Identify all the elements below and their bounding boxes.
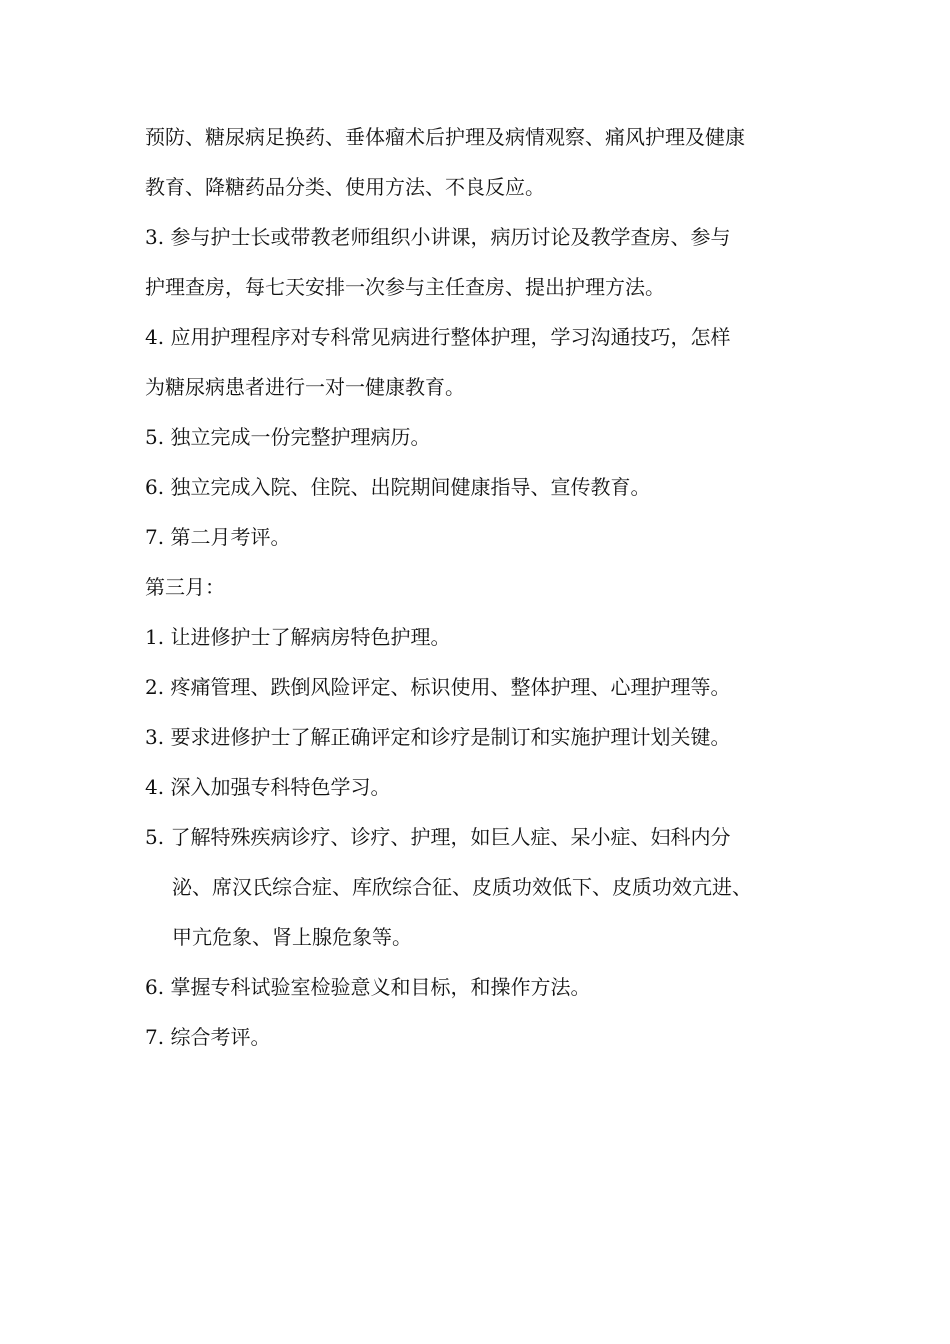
text-line: 为糖尿病患者进行一对一健康教育。 (145, 375, 465, 399)
text-line: 护理查房，每七天安排一次参与主任查房、提出护理方法。 (145, 275, 665, 299)
text-line: 教育、降糖药品分类、使用方法、不良反应。 (145, 175, 545, 199)
text-line: 4. 深入加强专科特色学习。 (145, 775, 391, 799)
text-line: 6. 独立完成入院、住院、出院期间健康指导、宣传教育。 (145, 475, 651, 499)
document-body (145, 112, 825, 1062)
text-line: 7. 第二月考评。 (145, 525, 291, 549)
text-line: 5. 了解特殊疾病诊疗、诊疗、护理，如巨人症、呆小症、妇科内分 (145, 825, 731, 849)
text-line: 7. 综合考评。 (145, 1025, 271, 1049)
text-line: 1. 让进修护士了解病房特色护理。 (145, 625, 451, 649)
text-line: 5. 独立完成一份完整护理病历。 (145, 425, 431, 449)
text-line: 6. 掌握专科试验室检验意义和目标，和操作方法。 (145, 975, 591, 999)
text-line: 4. 应用护理程序对专科常见病进行整体护理，学习沟通技巧，怎样 (145, 325, 731, 349)
section-heading: 第三月： (145, 575, 225, 599)
text-line: 甲亢危象、肾上腺危象等。 (172, 925, 412, 949)
text-line: 2. 疼痛管理、跌倒风险评定、标识使用、整体护理、心理护理等。 (145, 675, 731, 699)
text-line: 3. 参与护士长或带教老师组织小讲课，病历讨论及教学查房、参与 (145, 225, 731, 249)
text-line: 泌、席汉氏综合症、库欣综合征、皮质功效低下、皮质功效亢进、 (172, 875, 752, 899)
text-line: 3. 要求进修护士了解正确评定和诊疗是制订和实施护理计划关键。 (145, 725, 731, 749)
text-line: 预防、糖尿病足换药、垂体瘤术后护理及病情观察、痛风护理及健康 (145, 125, 745, 149)
